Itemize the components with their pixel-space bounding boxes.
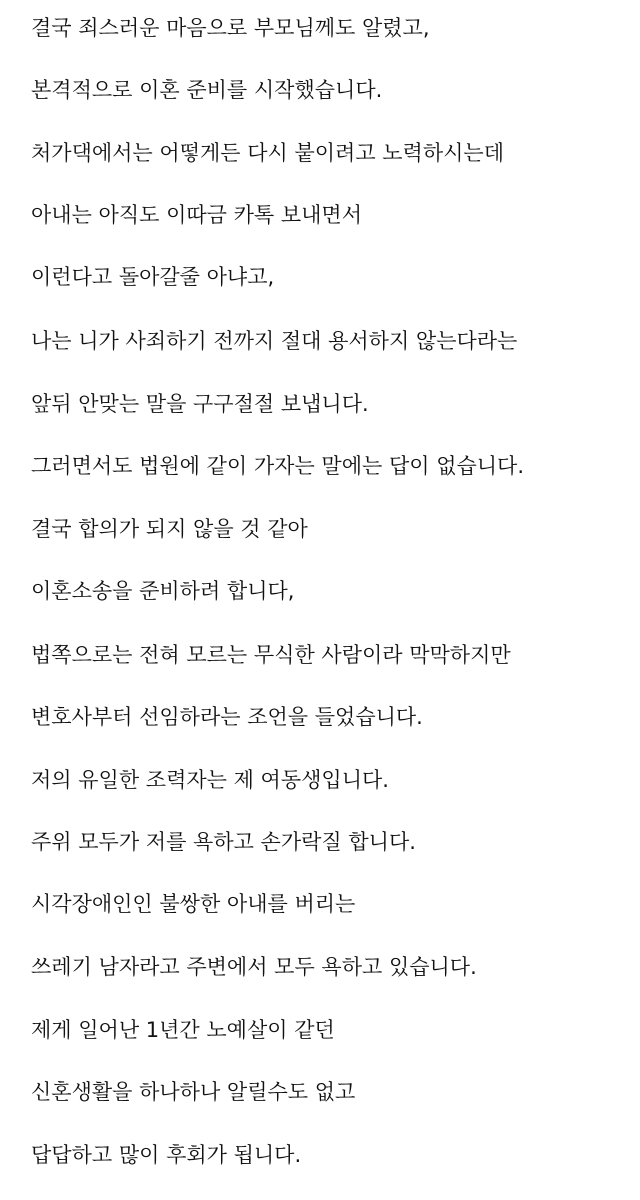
- text-line: 변호사부터 선임하라는 조언을 들었습니다.: [31, 705, 423, 729]
- text-line: 나는 니가 사죄하기 전까지 절대 용서하지 않는다라는: [31, 329, 518, 353]
- text-line: 결국 죄스러운 마음으로 부모님께도 알렸고,: [31, 16, 430, 40]
- text-line: 앞뒤 안맞는 말을 구구절절 보냅니다.: [31, 392, 369, 416]
- text-line: 결국 합의가 되지 않을 것 같아: [31, 517, 308, 541]
- text-line: 이혼소송을 준비하려 합니다,: [31, 579, 295, 603]
- text-line: 아내는 아직도 이따금 카톡 보내면서: [31, 203, 362, 227]
- text-line: 시각장애인인 불쌍한 아내를 버리는: [31, 892, 356, 916]
- text-line: 제게 일어난 1년간 노예살이 같던: [31, 1018, 335, 1042]
- text-line: 주위 모두가 저를 욕하고 손가락질 합니다.: [31, 830, 416, 854]
- text-line: 처가댁에서는 어떻게든 다시 붙이려고 노력하시는데: [31, 141, 504, 165]
- text-line: 이런다고 돌아갈줄 아냐고,: [31, 265, 275, 289]
- text-line: 신혼생활을 하나하나 알릴수도 없고: [31, 1080, 356, 1104]
- text-line: 답답하고 많이 후회가 됩니다.: [31, 1143, 302, 1167]
- text-line: 본격적으로 이혼 준비를 시작했습니다.: [31, 78, 383, 102]
- text-line: 법쪽으로는 전혀 모르는 무식한 사람이라 막막하지만: [31, 643, 511, 667]
- text-line: 쓰레기 남자라고 주변에서 모두 욕하고 있습니다.: [31, 955, 477, 979]
- text-line: 저의 유일한 조력자는 제 여동생입니다.: [31, 768, 389, 792]
- text-line: 그러면서도 법원에 같이 가자는 말에는 답이 없습니다.: [31, 454, 525, 478]
